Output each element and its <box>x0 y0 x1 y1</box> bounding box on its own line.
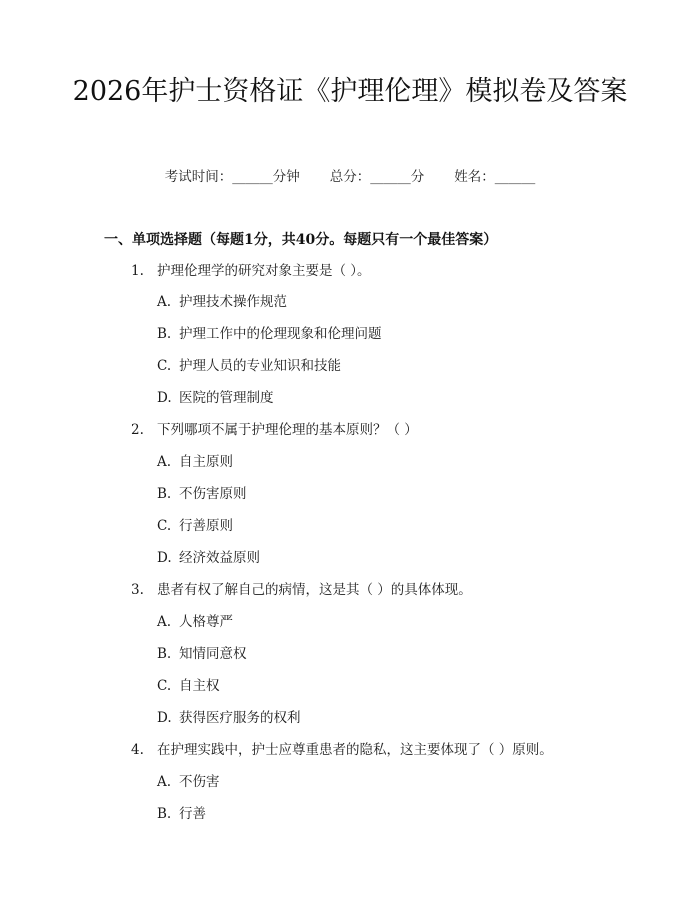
option-label: C. <box>157 358 172 374</box>
option-label: B. <box>157 326 172 342</box>
option-label: C. <box>157 518 172 534</box>
option-3b[interactable] <box>157 644 247 664</box>
option-label: C. <box>157 678 172 694</box>
option-2c[interactable] <box>157 516 233 536</box>
option-text: 行善 <box>179 806 206 822</box>
question-text: 护理伦理学的研究对象主要是（ ）。 <box>157 263 371 279</box>
option-text: 医院的管理制度 <box>179 390 274 406</box>
option-text: 行善原则 <box>179 518 233 534</box>
total-score-field: 总分：______分 <box>329 169 425 185</box>
name-field: 姓名：______ <box>454 169 536 185</box>
option-1d[interactable] <box>157 388 274 408</box>
question-text: 在护理实践中，护士应尊重患者的隐私，这主要体现了（ ）原则。 <box>157 742 553 758</box>
option-label: B. <box>157 486 172 502</box>
option-text: 护理人员的专业知识和技能 <box>179 358 341 374</box>
option-text: 自主权 <box>179 678 220 694</box>
question-number: 1. <box>131 263 144 279</box>
option-text: 护理技术操作规范 <box>179 294 287 310</box>
option-label: B. <box>157 806 172 822</box>
option-2a[interactable] <box>157 452 233 472</box>
option-text: 经济效益原则 <box>179 550 260 566</box>
option-label: D. <box>157 710 172 726</box>
option-label: A. <box>157 294 172 310</box>
page-title: 2026年护士资格证《护理伦理》模拟卷及答案 <box>72 76 628 107</box>
option-1c[interactable] <box>157 356 341 376</box>
option-label: B. <box>157 646 172 662</box>
option-4b[interactable] <box>157 804 206 824</box>
option-2b[interactable] <box>157 484 247 504</box>
option-2d[interactable] <box>157 548 260 568</box>
option-text: 知情同意权 <box>179 646 247 662</box>
option-label: A. <box>157 454 172 470</box>
option-3a[interactable] <box>157 612 233 632</box>
option-label: A. <box>157 774 172 790</box>
question-number: 4. <box>131 742 144 758</box>
option-text: 获得医疗服务的权利 <box>179 710 301 726</box>
exam-time-field: 考试时间：______分钟 <box>164 169 300 185</box>
option-label: D. <box>157 390 172 406</box>
option-label: A. <box>157 614 172 630</box>
option-3c[interactable] <box>157 676 220 696</box>
option-3d[interactable] <box>157 708 301 728</box>
question-text: 下列哪项不属于护理伦理的基本原则？（ ） <box>157 422 418 438</box>
question-text: 患者有权了解自己的病情，这是其（ ）的具体体现。 <box>157 582 472 598</box>
option-text: 护理工作中的伦理现象和伦理问题 <box>179 326 382 342</box>
exam-info-line <box>0 167 700 187</box>
question-number: 3. <box>131 582 144 598</box>
option-text: 自主原则 <box>179 454 233 470</box>
option-text: 不伤害原则 <box>179 486 247 502</box>
option-label: D. <box>157 550 172 566</box>
option-1b[interactable] <box>157 324 382 344</box>
option-1a[interactable] <box>157 292 287 312</box>
option-text: 不伤害 <box>179 774 220 790</box>
option-text: 人格尊严 <box>179 614 233 630</box>
option-4a[interactable] <box>157 772 220 792</box>
section-heading: 一、单项选择题（每题1分，共40分。每题只有一个最佳答案） <box>104 232 498 248</box>
question-number: 2. <box>131 422 144 438</box>
